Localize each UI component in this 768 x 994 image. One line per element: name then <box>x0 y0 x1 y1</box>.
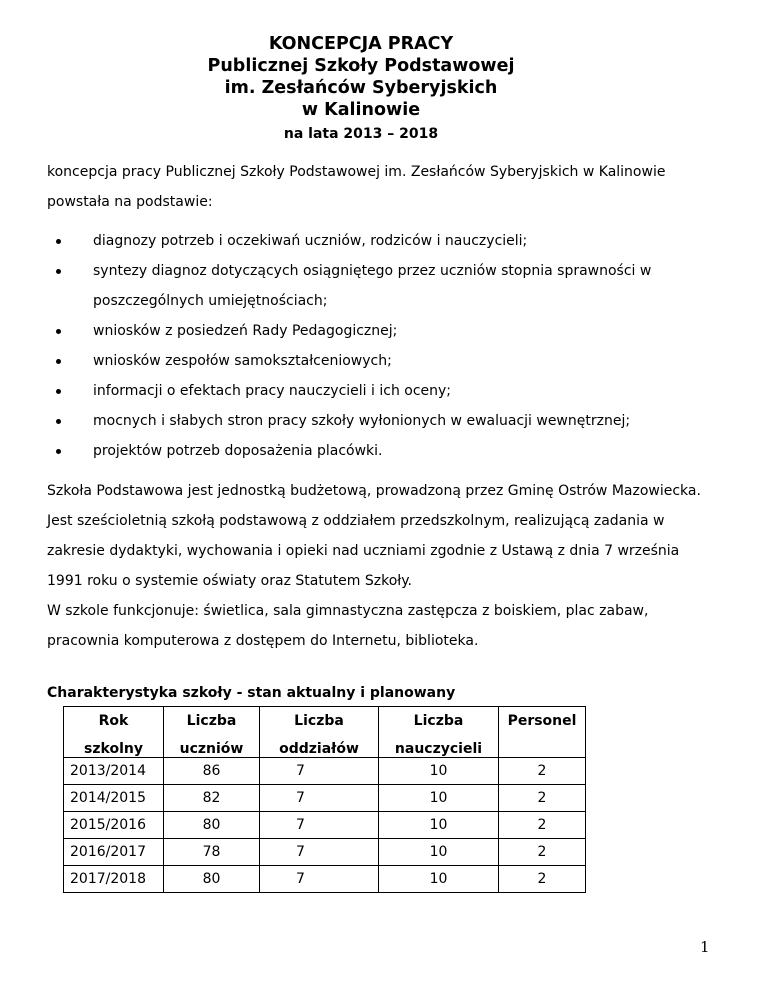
table-row <box>64 758 586 785</box>
title-line: KONCEPCJA PRACY <box>268 34 454 54</box>
table-row <box>64 812 586 839</box>
document-title <box>0 33 722 121</box>
table-cell: 2016/2017 <box>64 839 164 866</box>
title-line: Publicznej Szkoły Podstawowej <box>207 56 515 76</box>
paragraph: Jest sześcioletnią szkołą podstawową z oddziałem przedszkolnym, realizującą zadania w zakresie dydaktyki, wychowania i opieki nad uczniami zgodnie z Ustawą z dnia 7 września 1991 roku o systemie oświaty oraz Statutem Szkoły. <box>47 513 680 589</box>
header-cell: Liczba oddziałów <box>260 707 379 758</box>
header-cell: Liczba uczniów <box>164 707 260 758</box>
paragraph: Szkoła Podstawowa jest jednostką budżetową, prowadzoną przez Gminę Ostrów Mazowiecka. <box>47 483 701 499</box>
table-cell: 10 <box>379 839 499 866</box>
table-cell: 2 <box>499 785 586 812</box>
page-number: 1 <box>700 938 710 956</box>
list-item: diagnozy potrzeb i oczekiwań uczniów, rodziców i nauczycieli; <box>47 226 707 256</box>
list-item: wniosków zespołów samokształceniowych; <box>47 346 707 376</box>
table-row <box>64 785 586 812</box>
table-cell: 7 <box>260 866 379 893</box>
table-cell: 10 <box>379 758 499 785</box>
table-row <box>64 866 586 893</box>
title-line: im. Zesłańców Syberyjskich <box>224 78 498 98</box>
table-cell: 80 <box>164 866 260 893</box>
header-cell: Rok szkolny <box>64 707 164 758</box>
table-header-row <box>64 707 586 758</box>
table-cell: 2015/2016 <box>64 812 164 839</box>
table-cell: 78 <box>164 839 260 866</box>
table-cell: 2 <box>499 839 586 866</box>
table-cell: 86 <box>164 758 260 785</box>
header-cell: Personel <box>499 707 586 758</box>
table-cell: 2014/2015 <box>64 785 164 812</box>
list-item: informacji o efektach pracy nauczycieli i ich oceny; <box>47 376 707 406</box>
table-cell: 2013/2014 <box>64 758 164 785</box>
list-item: projektów potrzeb doposażenia placówki. <box>47 436 707 466</box>
document-subtitle: na lata 2013 – 2018 <box>283 126 439 142</box>
list-item: syntezy diagnoz dotyczących osiągniętego przez uczniów stopnia sprawności w poszczególnych umiejętnościach; <box>47 256 707 316</box>
table-cell: 10 <box>379 785 499 812</box>
table-cell: 7 <box>260 839 379 866</box>
header-cell: Liczba nauczycieli <box>379 707 499 758</box>
body-text <box>47 476 717 656</box>
list-item: wniosków z posiedzeń Rady Pedagogicznej; <box>47 316 707 346</box>
table-cell: 80 <box>164 812 260 839</box>
table-cell: 2 <box>499 812 586 839</box>
list-item: mocnych i słabych stron pracy szkoły wyłonionych w ewaluacji wewnętrznej; <box>47 406 707 436</box>
table-title: Charakterystyka szkoły - stan aktualny i planowany <box>47 685 456 701</box>
table-cell: 10 <box>379 866 499 893</box>
table-cell: 2017/2018 <box>64 866 164 893</box>
table-cell: 82 <box>164 785 260 812</box>
table-cell: 7 <box>260 812 379 839</box>
table-cell: 2 <box>499 866 586 893</box>
paragraph: W szkole funkcjonuje: świetlica, sala gimnastyczna zastępcza z boiskiem, plac zabaw, pracownia komputerowa z dostępem do Internetu, biblioteka. <box>47 603 649 649</box>
intro-paragraph: koncepcja pracy Publicznej Szkoły Podstawowej im. Zesłańców Syberyjskich w Kalinowie powstała na podstawie: <box>47 164 666 210</box>
bullet-list <box>47 226 707 466</box>
table-cell: 2 <box>499 758 586 785</box>
title-line: w Kalinowie <box>301 100 421 120</box>
table-cell: 7 <box>260 758 379 785</box>
school-stats-table <box>63 706 586 893</box>
table-row <box>64 839 586 866</box>
table-cell: 7 <box>260 785 379 812</box>
table-cell: 10 <box>379 812 499 839</box>
